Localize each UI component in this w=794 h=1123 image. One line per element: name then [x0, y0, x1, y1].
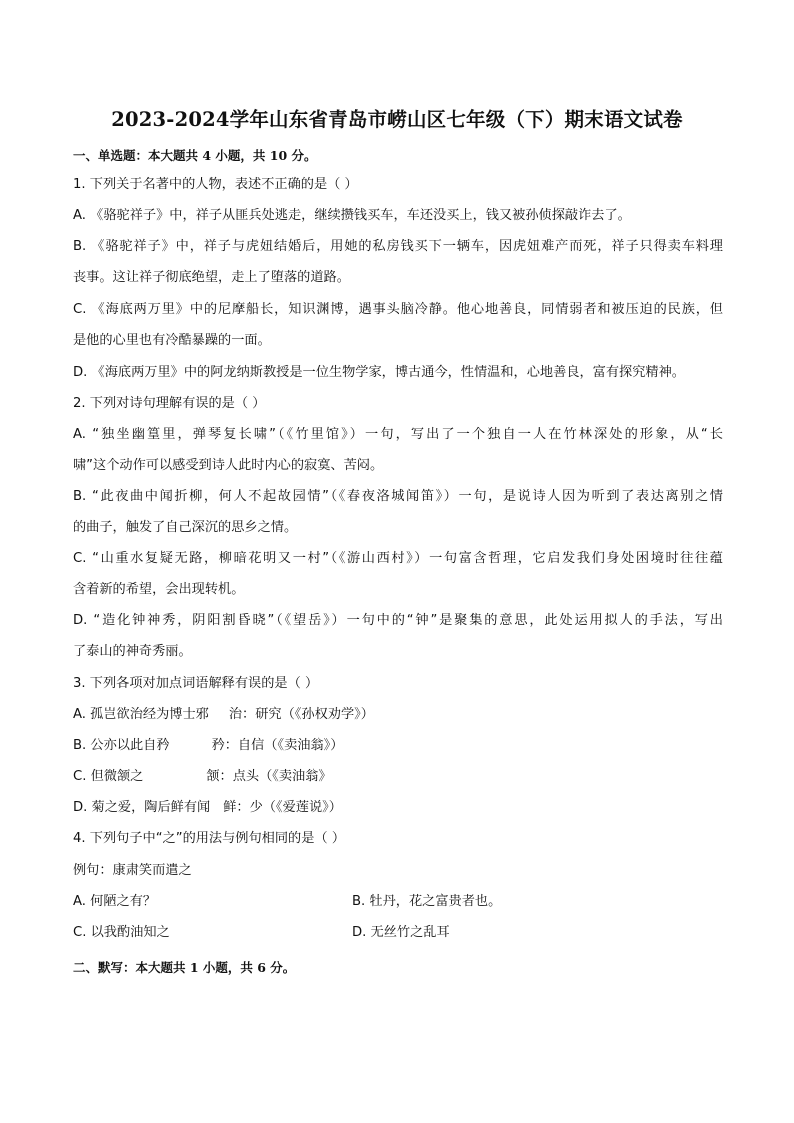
- question-2-option-c-line1: C. “山重水复疑无路，柳暗花明又一村”（《游山西村》）一句富含哲理，它启发我们身处困境时往往蕴: [73, 551, 723, 566]
- exam-title: 2023-2024学年山东省青岛市崂山区七年级（下）期末语文试卷: [111, 108, 683, 131]
- question-1-option-c-line1: C. 《海底两万里》中的尼摩船长，知识渊博，遇事头脑冷静。他心地善良，同情弱者和被压迫的民族，但: [73, 302, 723, 317]
- question-4-stem: 4. 下列句子中“之”的用法与例句相同的是（ ）: [73, 831, 346, 846]
- question-3-option-d: [73, 799, 723, 817]
- question-4-option-b: B. 牡丹，花之富贵者也。: [352, 894, 502, 909]
- question-2-option-a-line1: A. “独坐幽篁里，弹琴复长啸”（《竹里馆》）一句，写出了一个独自一人在竹林深处的形象，从“长: [73, 427, 723, 442]
- question-3-option-c-text: C. 但微颔之: [73, 769, 144, 784]
- question-4-option-c: C. 以我酌油知之: [73, 925, 170, 940]
- question-1-option-b-line1: B. 《骆驼祥子》中，祥子与虎妞结婚后，用她的私房钱买下一辆车，因虎妞难产而死，祥子只得卖车料理: [73, 239, 723, 254]
- question-1-stem: 1. 下列关于名著中的人物，表述不正确的是（ ）: [73, 177, 358, 192]
- question-2-option-b-line2: 的曲子，触发了自己深沉的思乡之情。: [73, 520, 298, 535]
- question-3-option-c: [73, 768, 723, 786]
- question-3-option-b-note: 矜：自信（《卖油翁》）: [211, 738, 344, 753]
- question-3-option-b: [73, 737, 723, 755]
- question-3-stem: 3. 下列各项对加点词语解释有误的是（ ）: [73, 676, 319, 691]
- question-4-example: 例句：康肃笑而遣之: [73, 863, 192, 878]
- question-3-option-a-note: 治：研究（《孙权劝学》）: [228, 707, 374, 722]
- question-1-option-c-line2: 是他的心里也有冷酷暴躁的一面。: [73, 333, 271, 348]
- question-3-option-d-text: D. 菊之爱，陶后鲜有闻: [73, 800, 211, 815]
- section-heading-single-choice: 一、单选题：本大题共 4 小题，共 10 分。: [73, 148, 317, 163]
- question-2-option-a-line2: 啸”这个动作可以感受到诗人此时内心的寂寞、苦闷。: [73, 458, 384, 473]
- question-4-option-d: D. 无丝竹之乱耳: [352, 925, 450, 940]
- question-4-option-a: A. 何陋之有？: [73, 894, 157, 909]
- question-3-option-d-note: 鲜：少（《爱莲说》）: [223, 800, 342, 815]
- section-heading-dictation: 二、默写：本大题共 1 小题，共 6 分。: [73, 960, 296, 975]
- question-2-option-b-line1: B. “此夜曲中闻折柳，何人不起故园情”（《春夜洛城闻笛》）一句，是说诗人因为听到了表达离别之情: [73, 489, 723, 504]
- question-1-option-d: D. 《海底两万里》中的阿龙纳斯教授是一位生物学家，博古通今，性情温和，心地善良，富有探究精神。: [73, 365, 685, 380]
- question-3-option-a: [73, 706, 723, 724]
- question-2-option-d-line2: 了泰山的神奇秀丽。: [73, 644, 192, 659]
- question-2-option-c-line2: 含着新的希望，会出现转机。: [73, 582, 245, 597]
- question-3-option-a-text: A. 孤岂欲治经为博士邪: [73, 707, 209, 722]
- question-2-stem: 2. 下列对诗句理解有误的是（ ）: [73, 396, 266, 411]
- question-2-option-d-line1: D. “造化钟神秀，阴阳割昏晓”（《望岳》）一句中的“钟”是聚集的意思，此处运用拟人的手法，写出: [73, 613, 723, 628]
- question-1-option-b-line2: 丧事。这让祥子彻底绝望，走上了堕落的道路。: [73, 270, 350, 285]
- question-3-option-c-note: 颔：点头（《卖油翁》: [206, 769, 332, 784]
- question-1-option-a: A. 《骆驼祥子》中，祥子从匪兵处逃走，继续攒钱买车，车还没买上，钱又被孙侦探敲诈去了。: [73, 208, 631, 223]
- question-3-option-b-text: B. 公亦以此自矜: [73, 738, 170, 753]
